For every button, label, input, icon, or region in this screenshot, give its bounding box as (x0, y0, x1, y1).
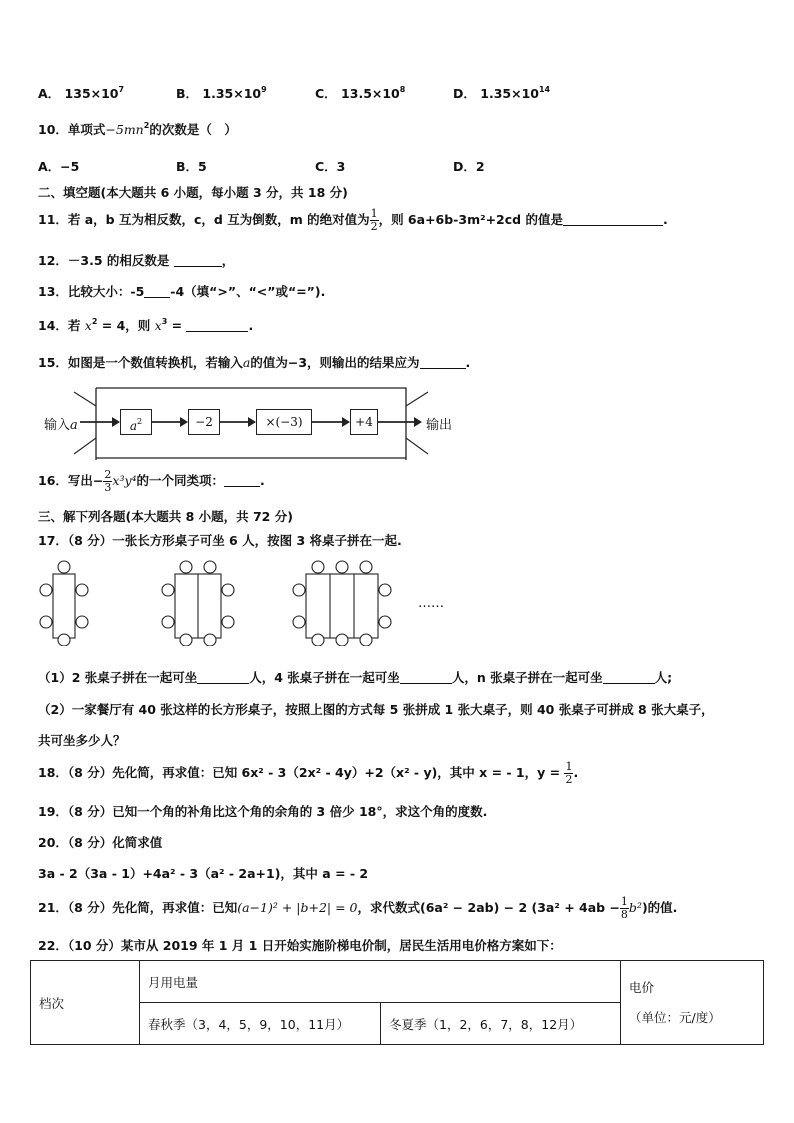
machine-box-square: $a^2$ (120, 409, 152, 435)
q13-answer-blank[interactable] (144, 285, 170, 298)
q9-option-d: D． $1.35\times 10^{14}$ (453, 85, 551, 101)
question-13: 13．比较大小：-5 -4（填“>”、“<”或“=”). (38, 284, 326, 299)
two-tables (162, 561, 234, 646)
question-15: 15．如图是一个数值转换机，若输入a的值为−3，则输出的结果应为 . (38, 355, 471, 370)
q10-option-d: D．2 (453, 159, 485, 174)
number-machine-diagram (40, 384, 460, 460)
question-16: 16．写出− $\frac{2}{3}$ x³y⁴的一个同类项： . (38, 468, 265, 494)
q11-answer-blank[interactable] (563, 213, 663, 226)
machine-box-minus2: −2 (188, 409, 220, 435)
question-21: 21．（8 分）先化简，再求值：已知(a−1)² + |b+2| = 0，求代数式(6a² − 2ab) − 2 (3a² + 4ab − $\frac{1}{8}$ b²)的值. (38, 895, 678, 921)
question-11: 11．若 a，b 互为相反数，c，d 互为倒数，m 的绝对值为 $\frac{1}{2}$ ，则 6a+6b-3m²+2cd 的值是 . (38, 207, 668, 233)
electricity-price-table (30, 960, 764, 1045)
q9-option-b: B． $1.35\times 10^9$ (176, 85, 267, 101)
question-18: 18．（8 分）先化简，再求值：已知 6x² - 3（2x² - 4y）+2（x² - y)，其中 x = - 1，y = $\frac{1}{2}$ . (38, 760, 579, 786)
question-10: 10．单项式$-5mn^2$的次数是（ ） (38, 121, 237, 137)
one-table (40, 561, 88, 646)
q17-blank-n-tables[interactable] (603, 671, 655, 684)
q10-option-a: A．−5 (38, 159, 80, 174)
section-3-heading: 三、解下列各题(本大题共 8 小题，共 72 分) (38, 509, 293, 524)
header-winter-summer: 冬夏季（1，2，6，7，8，12月） (381, 1003, 621, 1045)
q15-answer-blank[interactable] (420, 356, 466, 369)
header-level: 档次 (31, 961, 140, 1045)
three-tables (293, 561, 391, 646)
question-17-part-1: （1）2 张桌子拼在一起可坐 人，4 张桌子拼在一起可坐 人，n 张桌子拼在一起可坐 人; (38, 670, 673, 685)
question-17-part-2-line2: 共可坐多少人？ (38, 733, 126, 748)
question-12: 12．－3.5 的相反数是 ， (38, 253, 235, 268)
machine-box-plus4: +4 (350, 409, 378, 435)
question-22: 22．（10 分）某市从 2019 年 1 月 1 日开始实施阶梯电价制，居民生活用电价格方案如下： (38, 938, 562, 953)
q16-answer-blank[interactable] (224, 474, 260, 487)
q14-answer-blank[interactable] (186, 319, 248, 332)
question-17: 17．（8 分）一张长方形桌子可坐 6 人，按图 3 将桌子拼在一起. (38, 533, 402, 548)
machine-box-times-neg3: ×(−3) (256, 409, 312, 435)
header-price: 电价 （单位：元/度） (621, 961, 764, 1045)
machine-input-label: 输入a (44, 418, 78, 433)
machine-output-label: 输出 (426, 418, 453, 433)
tables-ellipsis: …… (418, 596, 444, 611)
question-14: 14．若 $x^2 = 4$，则 $x^3$ = . (38, 317, 254, 333)
question-20-expression: 3a - 2（3a - 1）+4a² - 3（a² - 2a+1)，其中 a = - 2 (38, 866, 369, 881)
section-2-heading: 二、填空题(本大题共 6 小题，每小题 3 分，共 18 分) (38, 185, 348, 200)
question-19: 19．（8 分）已知一个角的补角比这个角的余角的 3 倍少 18°，求这个角的度数. (38, 804, 488, 819)
header-monthly-usage: 月用电量 (140, 961, 621, 1003)
q9-option-a: A． $135\times 10^7$ (38, 85, 125, 101)
machine-frame (40, 384, 460, 460)
header-spring-autumn: 春秋季（3，4，5，9，10，11月） (140, 1003, 381, 1045)
q17-blank-2-tables[interactable] (197, 671, 249, 684)
tables-arrangement-diagram (36, 560, 466, 646)
q10-option-c: C．3 (315, 159, 346, 174)
question-17-part-2-line1: （2）一家餐厅有 40 张这样的长方形桌子，按照上图的方式每 5 张拼成 1 张大桌子，则 40 张桌子可拼成 8 张大桌子， (38, 702, 714, 717)
q17-blank-4-tables[interactable] (400, 671, 452, 684)
q9-option-c: C． $13.5\times 10^8$ (315, 85, 406, 101)
q10-option-b: B．5 (176, 159, 207, 174)
question-20: 20．（8 分）化简求值 (38, 835, 163, 850)
q12-answer-blank[interactable] (174, 254, 222, 267)
